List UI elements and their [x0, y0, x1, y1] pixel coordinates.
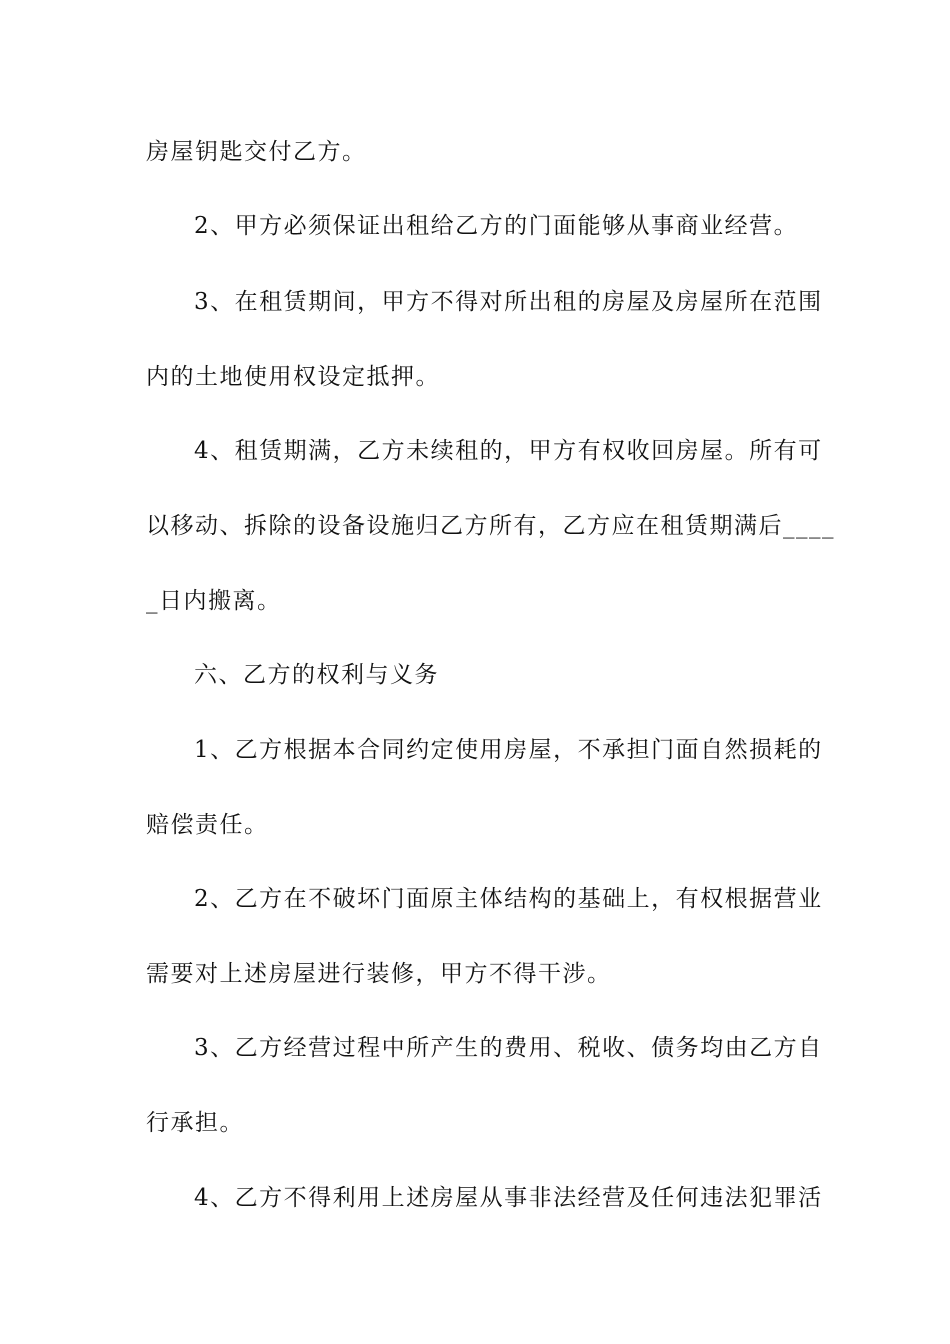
paragraph-line: 2、乙方在不破坏门面原主体结构的基础上，有权根据营业 [194, 886, 823, 912]
paragraph-line: _日内搬离。 [146, 588, 282, 614]
paragraph-line: 房屋钥匙交付乙方。 [146, 139, 367, 165]
paragraph-line: 4、乙方不得利用上述房屋从事非法经营及任何违法犯罪活 [194, 1185, 823, 1211]
paragraph-line: 赔偿责任。 [146, 812, 269, 838]
paragraph-line: 3、乙方经营过程中所产生的费用、税收、债务均由乙方自 [194, 1035, 823, 1061]
paragraph-line: 以移动、拆除的设备设施归乙方所有，乙方应在租赁期满后____ [146, 513, 835, 539]
paragraph-line: 1、乙方根据本合同约定使用房屋，不承担门面自然损耗的 [194, 737, 823, 763]
paragraph-line: 行承担。 [146, 1110, 244, 1136]
paragraph-line: 2、甲方必须保证出租给乙方的门面能够从事商业经营。 [194, 213, 799, 239]
paragraph-line: 3、在租赁期间，甲方不得对所出租的房屋及房屋所在范围 [194, 289, 823, 315]
paragraph-line: 需要对上述房屋进行装修，甲方不得干涉。 [146, 961, 612, 987]
paragraph-line: 内的土地使用权设定抵押。 [146, 364, 440, 390]
section-heading: 六、乙方的权利与义务 [194, 662, 439, 688]
paragraph-line: 4、租赁期满，乙方未续租的，甲方有权收回房屋。所有可 [194, 438, 823, 464]
